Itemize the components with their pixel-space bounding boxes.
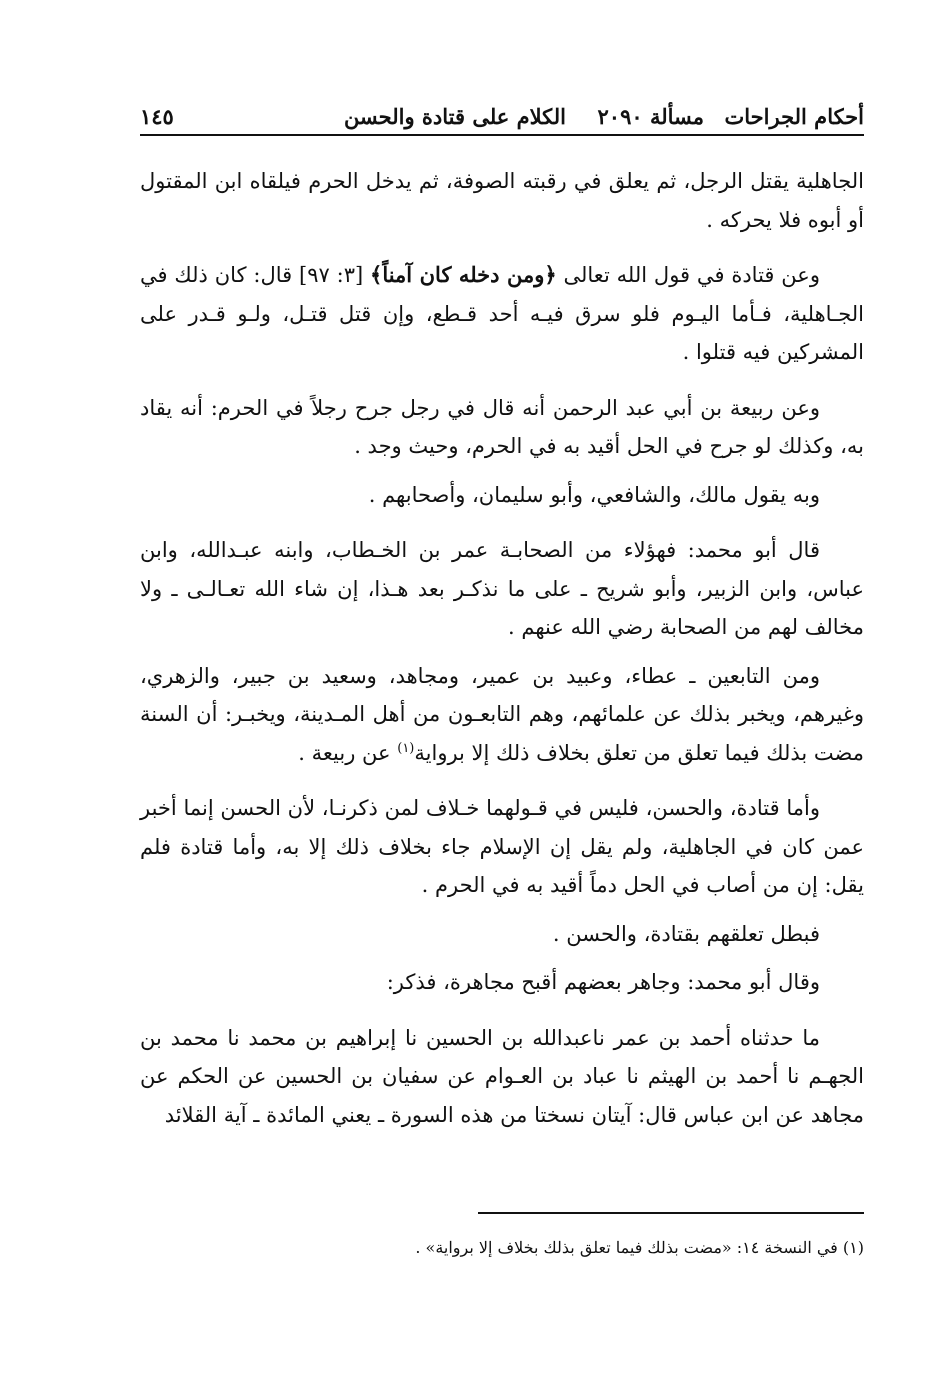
header-rule bbox=[140, 134, 864, 136]
footnote: (١) في النسخة ١٤: «مضت بذلك فيما تعلق بذلك بخلاف إلا برواية» . bbox=[415, 1238, 864, 1257]
paragraph-5: قال أبو محمد: فهؤلاء من الصحابـة عمر بن الخـطاب، وابنه عبـدالله، وابن عباس، وابن الزبير، وأبو شريح ـ على ما نذكـر بعد هـذا، إن شاء الله تعـالـى ـ ولا مخالف لهم من الصحابة رضي الله عنهم . bbox=[140, 538, 864, 639]
footnote-rule bbox=[478, 1212, 864, 1214]
paragraph-6 bbox=[140, 657, 864, 773]
paragraph-6-tail: عن ربيعة . bbox=[298, 740, 398, 765]
running-header bbox=[140, 100, 864, 134]
issue-number: مسألة ٢٠٩٠ bbox=[597, 104, 704, 129]
paragraph-2 bbox=[140, 256, 864, 372]
paragraph-3: وعن ربيعة بن أبي عبد الرحمن أنه قال في رجل جرح رجلاً في الحرم: أنه يقاد به، وكذلك لو جرح في الحل أقيد به في الحرم، وحيث وجد . bbox=[140, 395, 864, 458]
main-text bbox=[140, 162, 864, 1134]
paragraph-2-text: وعن قتادة في قول الله تعالى ﴿ومن دخله كان آمناً﴾ [٣: ٩٧] قال: كان ذلك في الجـاهلية، فـأما اليـوم فلو سرق فيـه أحد قـطع، وإن قتل قتـل، ولـو قـدر على المشركين فيه قتلوا . bbox=[140, 262, 864, 364]
paragraph-10: ما حدثناه أحمد بن عمر ناعبدالله بن الحسين نا إبراهيم بن محمد نا محمد بن الجهـم نا أحمد بن الهيثم نا عباد بن العـوام عن سفيان بن الحسين عن الحكم عن مجاهد عن ابن عباس قال: آيتان نسختا من هذه السورة ـ يعني المائدة ـ آية القلائد bbox=[140, 1025, 864, 1127]
paragraph-7: وأما قتادة، والحسن، فليس في قـولهما خـلاف لمن ذكرنـا، لأن الحسن إنما أخبر عمن كان في الجاهلية، ولم يقل إن الإسلام جاء بخلاف ذلك إلا به، وأما قتادة فلم يقل: إن من أصاب في الحل دماً أقيد به في الحرم . bbox=[140, 796, 864, 897]
page-number: ١٤٥ bbox=[140, 104, 174, 129]
book-title: أحكام الجراحات bbox=[724, 104, 864, 129]
quran-quote: ﴿ومن دخله كان آمناً﴾ bbox=[370, 262, 557, 287]
section-topic: الكلام على قتادة والحسن bbox=[343, 104, 566, 129]
paragraph-9: وقال أبو محمد: وجاهر بعضهم أقبح مجاهرة، فذكر: bbox=[386, 970, 820, 994]
paragraph-6-text: ومن التابعين ـ عطاء، وعبيد بن عمير، ومجاهد، وسعيد بن جبير، والزهري، وغيرهم، ويخبر بذلك عن علمائهم، وهم التابعـون من أهل المـدينة، ويخبـر: أن السنة مضت بذلك فيما تعلق من تعلق بخلاف ذلك إلا برواية bbox=[140, 663, 864, 765]
paragraph-1: الجاهلية يقتل الرجل، ثم يعلق في رقبته الصوفة، ثم يدخل الحرم فيلقاه ابن المقتول أو أبوه فلا يحركه . bbox=[140, 169, 864, 232]
paragraph-8: فبطل تعلقهم بقتادة، والحسن . bbox=[552, 921, 820, 946]
footnote-reference[interactable]: (١) bbox=[397, 740, 415, 756]
paragraph-4: وبه يقول مالك، والشافعي، وأبو سليمان، وأصحابهم . bbox=[368, 482, 820, 507]
